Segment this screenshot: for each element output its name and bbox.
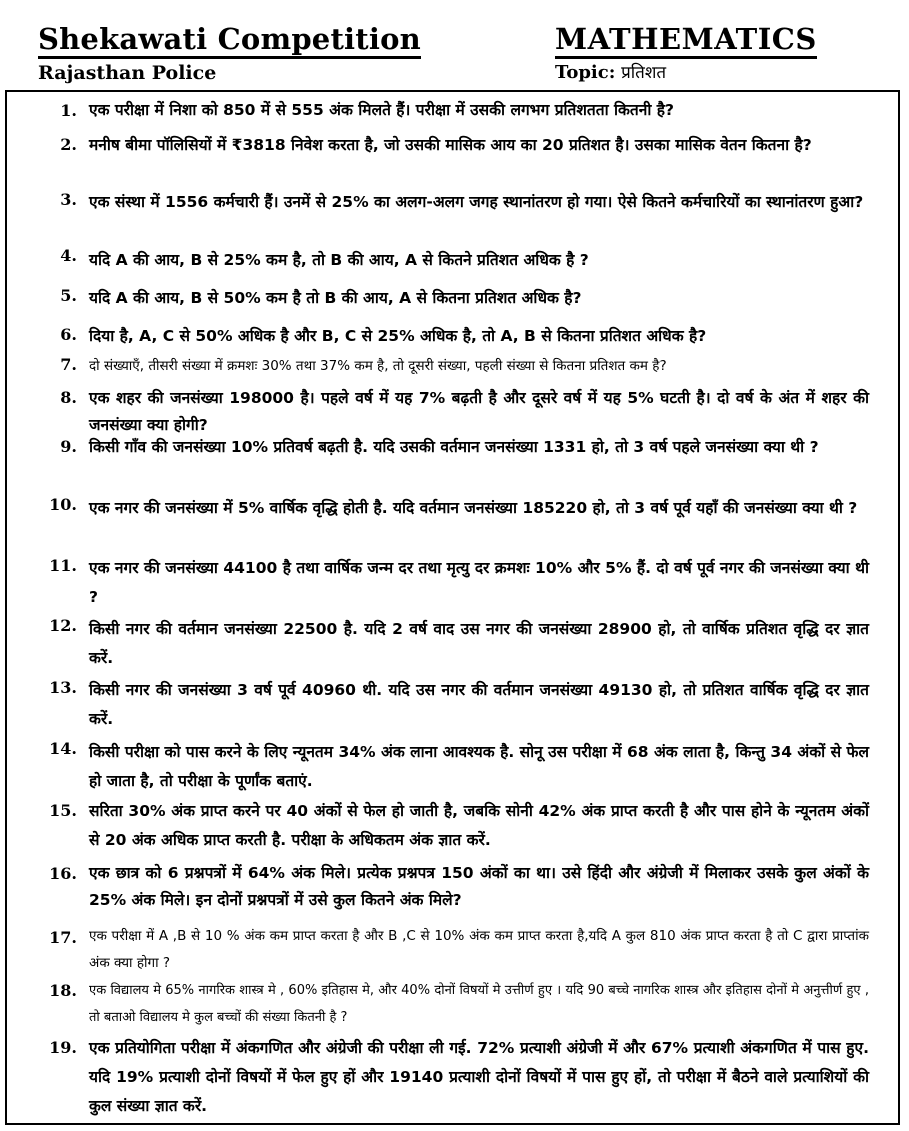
question-number: 19. xyxy=(49,1038,77,1057)
question-text: एक छात्र को 6 प्रश्नपत्रों में 64% अंक मिले। प्रत्येक प्रश्नपत्र 150 अंकों का था। उसे हिंदी और अंग्रेजी में मिलाकर उसके कुल अंकों के 25% अंक मिले। इन दोनों प्रश्नपत्रों में उसे कुल कितने अंक मिले? xyxy=(89,864,869,909)
subject-title: MATHEMATICS xyxy=(555,22,817,59)
question-number: 7. xyxy=(60,355,77,374)
question-text: सरिता 30% अंक प्राप्त करने पर 40 अंकों से फेल हो जाती है, जबकि सोनी 42% अंक प्राप्त करती है और पास होने के न्यूनतम अंकों से 20 अंक अधिक प्राप्त करती है. परीक्षा के अधिकतम अंक ज्ञात करें. xyxy=(89,802,869,849)
question-text: मनीष बीमा पॉलिसियों में ₹3818 निवेश करता है, जो उसकी मासिक आय का 20 प्रतिशत है। उसका मासिक वेतन कितना है? xyxy=(89,136,812,154)
topic-label: Topic: xyxy=(555,62,616,83)
question-number: 1. xyxy=(60,101,77,120)
question-text: एक नगर की जनसंख्या में 5% वार्षिक वृद्धि होती है. यदि वर्तमान जनसंख्या 185220 हो, तो 3 वर्ष पूर्व यहाँ की जनसंख्या क्या थी ? xyxy=(89,499,858,517)
question-text: यदि A की आय, B से 50% कम है तो B की आय, A से कितना प्रतिशत अधिक है? xyxy=(89,289,582,307)
brand-title: Shekawati Competition xyxy=(38,22,421,59)
question-number: 16. xyxy=(49,864,77,883)
question-text: एक परीक्षा में A ,B से 10 % अंक कम प्राप्त करता है और B ,C से 10% अंक कम प्राप्त करता है,यदि A कुल 810 अंक प्राप्त करता है तो C द्वारा प्राप्तांक अंक क्या होगा ? xyxy=(89,928,869,971)
question-number: 2. xyxy=(60,135,77,154)
question-text: एक प्रतियोगिता परीक्षा में अंकगणित और अंग्रेजी की परीक्षा ली गई. 72% प्रत्याशी अंग्रेजी में और 67% प्रत्याशी अंकगणित में पास हुए. यदि 19% प्रत्याशी दोनों विषयों में फेल हुए हों और 19140 प्रत्याशी दोनों विषयों में पास हुए हों, तो परीक्षा में बैठने वाले प्रत्याशियों की कुल संख्या ज्ञात करें. xyxy=(89,1039,869,1115)
question-number: 12. xyxy=(49,616,77,635)
question-number: 13. xyxy=(49,678,77,697)
topic-line xyxy=(555,62,666,84)
question-text: किसी गाँव की जनसंख्या 10% प्रतिवर्ष बढ़ती है. यदि उसकी वर्तमान जनसंख्या 1331 हो, तो 3 वर्ष पहले जनसंख्या क्या थी ? xyxy=(89,438,819,456)
question-number: 5. xyxy=(60,286,77,305)
question-number: 6. xyxy=(60,325,77,344)
question-number: 14. xyxy=(49,739,77,758)
question-text: यदि A की आय, B से 25% कम है, तो B की आय, A से कितने प्रतिशत अधिक है ? xyxy=(89,251,589,269)
question-text: एक नगर की जनसंख्या 44100 है तथा वार्षिक जन्म दर तथा मृत्यु दर क्रमशः 10% और 5% हैं. दो वर्ष पूर्व नगर की जनसंख्या क्या थी ? xyxy=(89,559,869,606)
brand-subtitle: Rajasthan Police xyxy=(38,62,217,84)
question-number: 8. xyxy=(60,388,77,407)
question-number: 9. xyxy=(60,437,77,456)
question-number: 18. xyxy=(49,981,77,1000)
topic-value: प्रतिशत xyxy=(621,63,667,83)
question-text: दो संख्याएँ, तीसरी संख्या में क्रमशः 30% तथा 37% कम है, तो दूसरी संख्या, पहली संख्या से कितना प्रतिशत कम है? xyxy=(89,358,667,374)
question-number: 4. xyxy=(60,246,77,265)
question-number: 15. xyxy=(49,801,77,820)
question-number: 11. xyxy=(49,556,77,575)
question-number: 10. xyxy=(49,495,77,514)
question-text: दिया है, A, C से 50% अधिक है और B, C से 25% अधिक है, तो A, B से कितना प्रतिशत अधिक है? xyxy=(89,327,707,345)
page-header xyxy=(0,0,909,92)
question-text: एक परीक्षा में निशा को 850 में से 555 अंक मिलते हैं। परीक्षा में उसकी लगभग प्रतिशतता कितनी है? xyxy=(89,101,674,119)
question-number: 17. xyxy=(49,928,77,947)
question-text: एक विद्यालय मे 65% नागरिक शास्त्र मे , 60% इतिहास मे, और 40% दोनों विषयों मे उत्तीर्ण हुए । यदि 90 बच्चे नागरिक शास्त्र और इतिहास दोनों मे अनुत्तीर्ण हुए , तो बताओ विद्यालय मे कुल बच्चों की संख्या कितनी है ? xyxy=(89,983,869,1025)
question-number: 3. xyxy=(60,190,77,209)
question-list xyxy=(5,90,900,1125)
question-text: किसी नगर की वर्तमान जनसंख्या 22500 है. यदि 2 वर्ष वाद उस नगर की जनसंख्या 28900 हो, तो वार्षिक प्रतिशत वृद्धि दर ज्ञात करें. xyxy=(89,620,869,667)
question-text: किसी परीक्षा को पास करने के लिए न्यूनतम 34% अंक लाना आवश्यक है. सोनू उस परीक्षा में 68 अंक लाता है, किन्तु 34 अंकों से फेल हो जाता है, तो परीक्षा के पूर्णांक बताएं. xyxy=(89,743,869,790)
question-text: किसी नगर की जनसंख्या 3 वर्ष पूर्व 40960 थी. यदि उस नगर की वर्तमान जनसंख्या 49130 हो, तो प्रतिशत वार्षिक वृद्धि दर ज्ञात करें. xyxy=(89,681,869,728)
question-text: एक शहर की जनसंख्या 198000 है। पहले वर्ष में यह 7% बढ़ती है और दूसरे वर्ष में यह 5% घटती है। दो वर्ष के अंत में शहर की जनसंख्या क्या होगी? xyxy=(89,389,869,434)
question-text: एक संस्था में 1556 कर्मचारी हैं। उनमें से 25% का अलग-अलग जगह स्थानांतरण हो गया। ऐसे कितने कर्मचारियों का स्थानांतरण हुआ? xyxy=(89,193,864,211)
